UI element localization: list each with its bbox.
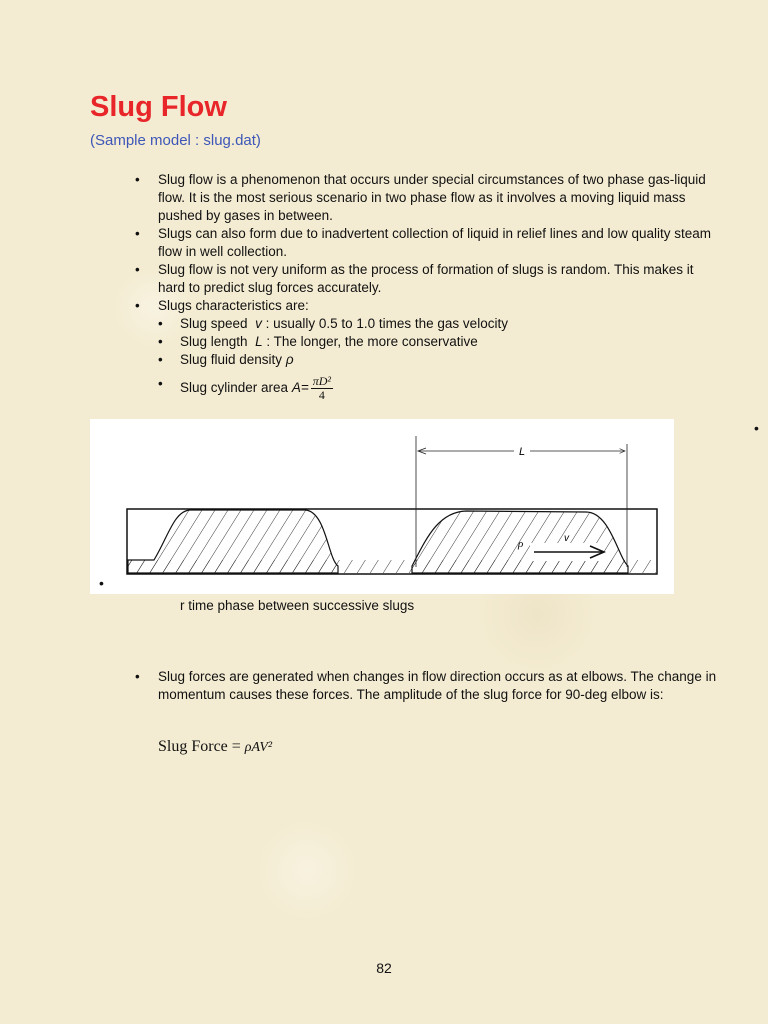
char-slug-area [158,375,715,402]
characteristics-list [158,315,715,402]
formula-label: Slug Force = [158,738,245,755]
bullet-slug-uniformity: • Slug flow is not very uniform as the process of formation of slugs is random. This makes it hard to predict slug forces accurately. [135,261,715,297]
bullet-slug-formation: • Slugs can also form due to inadvertent collection of liquid in relief lines and low quality steam flow in well collection. [135,225,715,261]
length-label: L [518,446,526,458]
intro-bullet-list [135,171,715,402]
speed-description: : usually 0.5 to 1.0 times the gas velocity [261,316,508,331]
figure-bullet: • [99,575,104,591]
figure-caption: r time phase between successive slugs [180,598,415,613]
slug-force-formula [158,738,272,756]
formula-expression: ρAV² [244,740,273,755]
page-number: 82 [376,960,392,976]
velocity-label: v [564,533,569,544]
length-variable: L [255,334,263,349]
sample-model-subtitle: (Sample model : slug.dat) [90,132,261,149]
bullet-slug-forces: • Slug forces are generated when changes in flow direction occurs as at elbows. The change in momentum causes these forces. The amplitude of the slug force for 90-deg elbow is: [135,668,720,704]
area-label: Slug cylinder area [180,380,289,396]
speed-variable: v [255,316,262,331]
density-label: Slug fluid density [180,352,283,367]
density-variable: ρ [285,352,294,367]
bullet-slug-characteristics [135,297,715,402]
characteristics-heading: Slugs characteristics are: [158,298,309,313]
char-slug-length [158,333,715,351]
area-variable: A= [291,380,309,396]
slug-pipe-svg [90,419,674,594]
area-numerator: πD² [312,374,331,388]
char-slug-speed [158,315,715,333]
area-denominator: 4 [318,388,325,402]
char-slug-density [158,351,715,369]
force-bullet-list [135,668,720,704]
page-title: Slug Flow [90,91,227,123]
bullet-slug-flow-definition: • Slug flow is a phenomenon that occurs under special circumstances of two phase gas-liquid flow. It is the most serious scenario in two phase flow as it involves a moving liquid mass pushed by gases in between. [135,171,715,225]
length-label: Slug length [180,334,248,349]
stray-bullet-right: • [754,420,759,436]
slug-pipe-diagram [90,419,674,594]
speed-label: Slug speed [180,316,248,331]
area-fraction [311,375,333,402]
slug-one [128,510,338,573]
density-label: ρ [518,538,524,550]
length-description: : The longer, the more conservative [262,334,478,349]
